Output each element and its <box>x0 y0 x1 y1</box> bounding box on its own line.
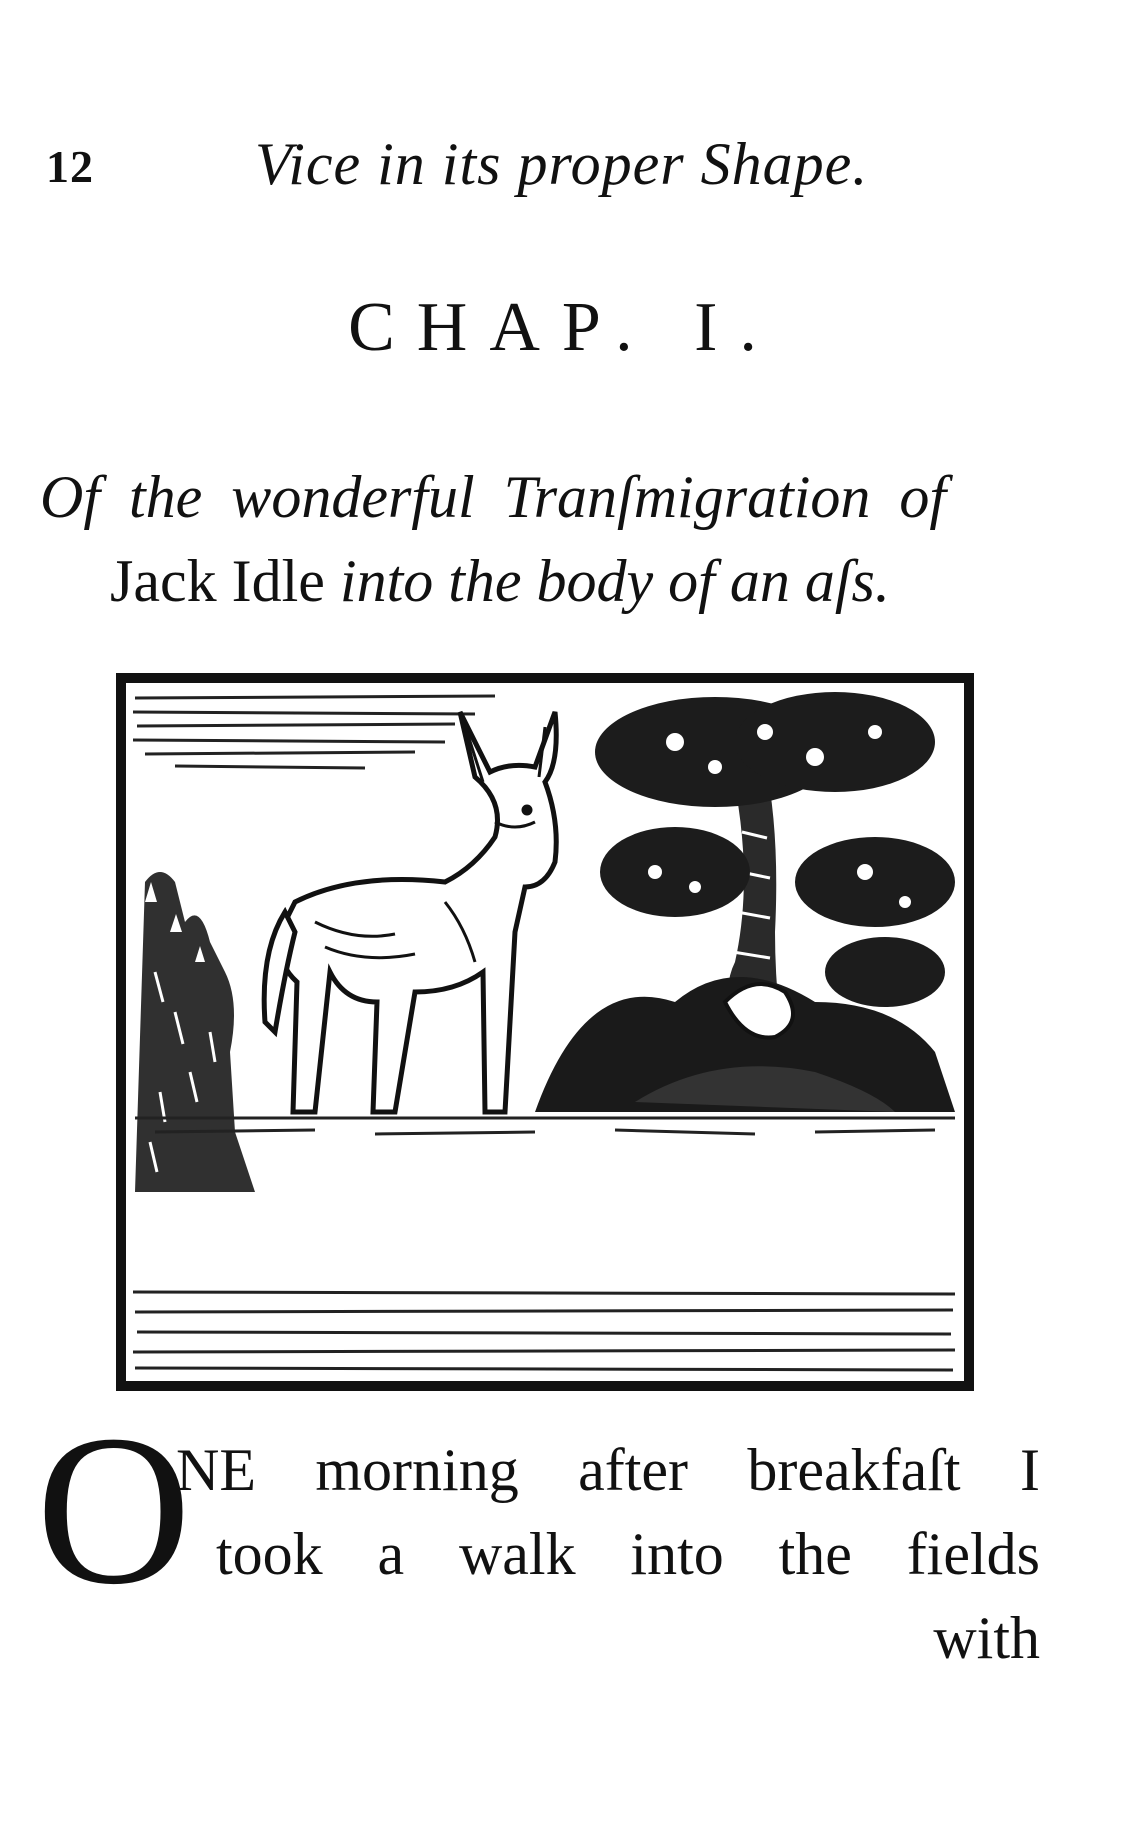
chapter-subtitle <box>40 455 1090 623</box>
drop-cap: O <box>36 1390 192 1629</box>
page-number: 12 <box>46 141 94 192</box>
subtitle-rest: into the body of an aſs. <box>339 548 890 614</box>
chapter-heading: CHAP. I. <box>348 289 779 366</box>
body-paragraph <box>176 1428 1040 1680</box>
subtitle-line-2 <box>40 539 1090 623</box>
subtitle-name: Jack Idle <box>110 548 325 614</box>
subtitle-line-1: Of the wonderful Tranſmigration of <box>40 464 947 530</box>
donkey-woodcut-icon <box>115 672 975 1392</box>
body-line-2: took a walk into the fields <box>216 1521 1040 1587</box>
body-line-1: NE morning after breakfaſt I <box>176 1437 1040 1503</box>
running-title: Vice in its proper Shape. <box>255 131 869 197</box>
body-catchword: with <box>933 1605 1040 1671</box>
